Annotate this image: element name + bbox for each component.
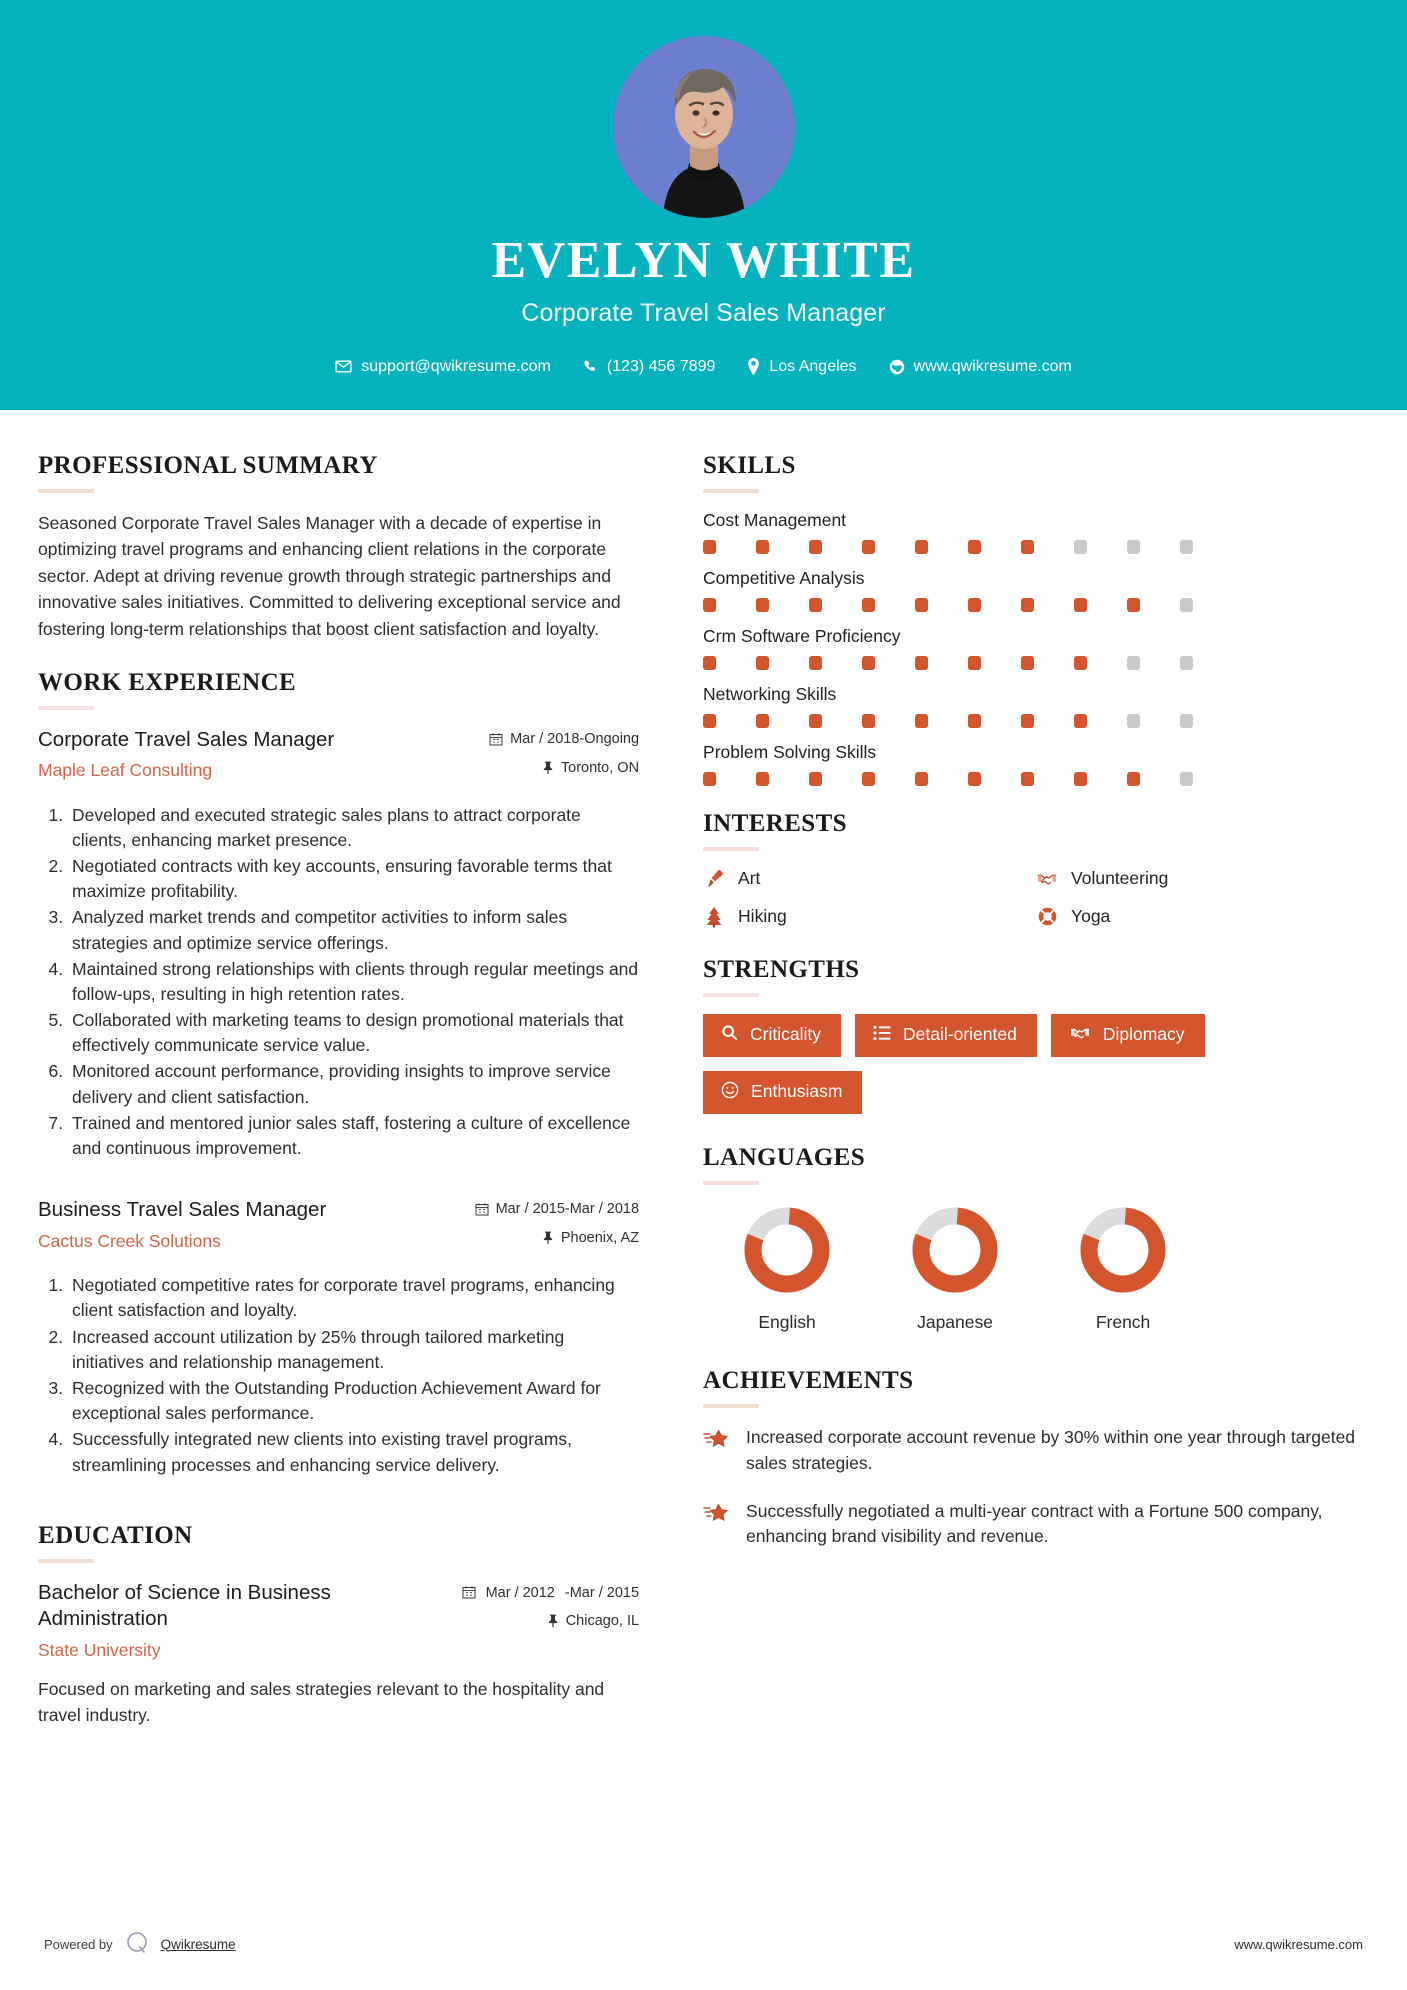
job-company: Cactus Creek Solutions [38, 1230, 221, 1251]
resume-footer [0, 1898, 1407, 1990]
work-entry-meta [469, 1197, 639, 1259]
skill-dot-filled [1021, 598, 1034, 612]
lifebuoy-icon [1036, 906, 1058, 927]
skill-dot-filled [756, 598, 769, 612]
job-location-line [469, 760, 639, 779]
skill-dot-empty [1127, 540, 1140, 554]
skill-dot-filled [809, 540, 822, 554]
handshake-icon [1069, 1024, 1091, 1046]
avatar-photo [613, 36, 795, 218]
strength-label: Criticality [750, 1024, 822, 1045]
skill-level-meter [703, 772, 1369, 786]
section-title-interests: INTERESTS [703, 809, 847, 837]
job-bullet: 5. Collaborated with marketing teams to design promotional materials that effectively communicate service value. [68, 1008, 639, 1058]
interest-item [703, 906, 1036, 928]
skill-level-meter [703, 540, 1369, 554]
skill-dot-empty [1180, 714, 1193, 728]
work-entry-head [38, 727, 639, 789]
powered-by-block [44, 1930, 236, 1959]
section-rule [38, 1559, 94, 1563]
contact-website-text: www.qwikresume.com [913, 357, 1072, 375]
job-dates: Mar / 2015-Mar / 2018 [495, 1201, 640, 1218]
skill-dot-empty [1180, 772, 1193, 786]
skill-dot-filled [1074, 656, 1087, 670]
skill-dot-filled [968, 714, 981, 728]
section-title-skills: SKILLS [703, 451, 796, 479]
achievement-item [703, 1499, 1369, 1550]
job-bullets [38, 803, 639, 1162]
job-bullet: 6. Monitored account performance, providing insights to improve service delivery and client satisfaction. [68, 1059, 639, 1109]
job-dates-line [469, 731, 639, 750]
interests-grid [703, 868, 1369, 928]
strength-tag-diplomacy [1051, 1014, 1205, 1057]
globe-icon [889, 359, 905, 375]
section-achievements [703, 1367, 1369, 1550]
skill-dot-filled [968, 540, 981, 554]
paintbrush-icon [703, 868, 725, 890]
job-location: Phoenix, AZ [560, 1230, 640, 1247]
envelope-icon [335, 358, 352, 375]
degree-title: Bachelor of Science in Business Administration [38, 1580, 331, 1631]
education-entry-headings [38, 1580, 462, 1662]
job-bullet: 4. Maintained strong relationships with clients through regular meetings and follow-ups, resulting in high retention rates. [68, 957, 639, 1007]
skill-dot-filled [1021, 714, 1034, 728]
achievement-text: Successfully negotiated a multi-year contract with a Fortune 500 company, enhancing brand visibility and revenue. [746, 1500, 1323, 1547]
language-item [703, 1202, 871, 1333]
skill-dot-filled [862, 540, 875, 554]
skill-dot-filled [1074, 598, 1087, 612]
section-languages [703, 1144, 1369, 1333]
interest-item [1036, 868, 1369, 890]
education-location: Chicago, IL [565, 1612, 640, 1629]
education-dates-line [462, 1584, 639, 1603]
job-bullets [38, 1273, 639, 1478]
calendar-icon [475, 1202, 489, 1220]
language-donut-chart [739, 1202, 835, 1298]
skill-dot-filled [756, 656, 769, 670]
skill-dot-filled [862, 772, 875, 786]
strengths-list [703, 1014, 1369, 1115]
section-title-languages: LANGUAGES [703, 1144, 866, 1172]
skill-dot-filled [756, 540, 769, 554]
strength-label: Diplomacy [1102, 1024, 1185, 1045]
job-company: Maple Leaf Consulting [38, 760, 213, 781]
language-donut-chart [907, 1202, 1003, 1298]
resume-body [0, 410, 1407, 1739]
education-description: Focused on marketing and sales strategies relevant to the hospitality and travel industry. [38, 1678, 605, 1725]
right-column [665, 452, 1369, 1572]
skill-dot-filled [756, 714, 769, 728]
skill-dot-filled [809, 598, 822, 612]
strength-label: Enthusiasm [751, 1081, 843, 1102]
job-bullet: 2. Increased account utilization by 25% through tailored marketing initiatives and relationship management. [68, 1325, 639, 1375]
strength-tag-criticality [703, 1014, 841, 1057]
achievement-item [703, 1425, 1369, 1476]
contact-phone-text: (123) 456 7899 [606, 357, 716, 375]
interest-label: Volunteering [1071, 868, 1169, 889]
skill-level-meter [703, 714, 1369, 728]
strength-tag-detail-oriented [855, 1014, 1037, 1057]
skill-dot-empty [1180, 540, 1193, 554]
language-name: French [1095, 1312, 1151, 1333]
skill-dot-empty [1127, 656, 1140, 670]
job-bullet: 3. Recognized with the Outstanding Production Achievement Award for exceptional sales performance. [68, 1376, 639, 1426]
job-bullet: 1. Negotiated competitive rates for corporate travel programs, enhancing client satisfaction and loyalty. [68, 1273, 639, 1323]
pushpin-icon [542, 1231, 554, 1249]
skill-dot-filled [756, 772, 769, 786]
language-name: Japanese [917, 1312, 993, 1333]
skill-dot-filled [703, 772, 716, 786]
footer-url[interactable]: www.qwikresume.com [1234, 1936, 1363, 1952]
calendar-icon [462, 1585, 476, 1603]
interest-item [703, 868, 1036, 890]
skills-list [703, 510, 1369, 786]
section-title-achievements: ACHIEVEMENTS [703, 1367, 914, 1395]
skill-dot-filled [809, 714, 822, 728]
job-bullet: 1. Developed and executed strategic sales plans to attract corporate clients, enhancing market presence. [68, 803, 639, 853]
section-work-experience [38, 669, 639, 1478]
avatar [613, 36, 795, 218]
skill-row [703, 510, 1369, 554]
skill-dot-filled [968, 772, 981, 786]
shooting-star-icon [703, 1502, 729, 1531]
skill-dot-empty [1180, 656, 1193, 670]
phone-icon [583, 359, 598, 374]
section-strengths [703, 956, 1369, 1115]
skill-dot-filled [915, 714, 928, 728]
skill-dot-filled [968, 598, 981, 612]
section-title-summary: PROFESSIONAL SUMMARY [38, 451, 378, 479]
job-title: Business Travel Sales Manager [38, 1198, 327, 1222]
languages-list [703, 1202, 1369, 1333]
skill-dot-filled [915, 540, 928, 554]
job-location-line [469, 1230, 639, 1249]
skill-dot-filled [703, 540, 716, 554]
work-entry-head [38, 1197, 639, 1259]
skill-dot-filled [1127, 598, 1140, 612]
skill-dot-filled [968, 656, 981, 670]
left-column [38, 452, 665, 1739]
candidate-role: Corporate Travel Sales Manager [521, 298, 886, 327]
job-title: Corporate Travel Sales Manager [38, 727, 335, 751]
skill-dot-filled [703, 598, 716, 612]
work-entry-meta [469, 727, 639, 789]
section-rule [38, 489, 94, 493]
education-date-end: -Mar / 2015 [564, 1584, 640, 1601]
skill-dot-empty [1127, 714, 1140, 728]
skill-dot-filled [862, 656, 875, 670]
skill-row [703, 684, 1369, 728]
education-entry-meta [462, 1580, 639, 1642]
interest-item [1036, 906, 1369, 928]
contact-email[interactable] [319, 358, 567, 376]
smiley-icon [721, 1081, 739, 1103]
section-title-education: EDUCATION [38, 1521, 193, 1549]
skill-dot-filled [703, 656, 716, 670]
language-name: English [758, 1312, 816, 1333]
section-professional-summary [38, 452, 639, 643]
work-entry [38, 727, 639, 1162]
resume-header [0, 0, 1407, 410]
strength-label: Detail-oriented [903, 1024, 1017, 1045]
section-rule [38, 706, 94, 710]
section-title-strengths: STRENGTHS [703, 955, 860, 983]
section-rule [703, 489, 759, 493]
skill-dot-filled [1021, 656, 1034, 670]
contact-row [0, 358, 1407, 376]
skill-name: Networking Skills [703, 683, 837, 704]
skill-dot-empty [1074, 540, 1087, 554]
work-entry-headings [38, 727, 469, 782]
interest-label: Hiking [738, 906, 787, 927]
contact-location-text: Los Angeles [769, 357, 857, 375]
skill-name: Problem Solving Skills [703, 741, 877, 762]
school-name: State University [38, 1639, 161, 1660]
skill-dot-filled [1074, 772, 1087, 786]
section-interests [703, 810, 1369, 928]
job-bullet: 2. Negotiated contracts with key accounts, ensuring favorable terms that maximize profitability. [68, 854, 639, 904]
skill-dot-filled [703, 714, 716, 728]
education-date-start: Mar / 2012 [485, 1584, 555, 1601]
strength-tag-enthusiasm [703, 1071, 862, 1114]
skill-dot-filled [1021, 772, 1034, 786]
skill-dot-filled [1127, 772, 1140, 786]
interest-label: Yoga [1071, 906, 1111, 927]
pine-tree-icon [703, 906, 725, 928]
skill-dot-empty [1180, 598, 1193, 612]
skill-dot-filled [809, 772, 822, 786]
candidate-name: EVELYN WHITE [491, 232, 916, 289]
magnifier-icon [721, 1024, 738, 1045]
skill-dot-filled [862, 714, 875, 728]
skill-name: Crm Software Proficiency [703, 625, 901, 646]
skill-dot-filled [862, 598, 875, 612]
skill-dot-filled [809, 656, 822, 670]
language-donut-chart [1075, 1202, 1171, 1298]
section-education [38, 1522, 639, 1729]
shooting-star-icon [703, 1428, 729, 1457]
section-rule [703, 847, 759, 851]
skill-row [703, 626, 1369, 670]
pushpin-icon [547, 1614, 559, 1632]
work-entry [38, 1197, 639, 1478]
skill-row [703, 742, 1369, 786]
job-bullet: 4. Successfully integrated new clients into existing travel programs, streamlining processes and enhancing service delivery. [68, 1427, 639, 1477]
job-bullet: 7. Trained and mentored junior sales staff, fostering a culture of excellence and continuous improvement. [68, 1111, 639, 1161]
section-skills [703, 452, 1369, 786]
skill-dot-filled [915, 772, 928, 786]
work-entry-headings [38, 1197, 469, 1252]
skill-row [703, 568, 1369, 612]
pushpin-icon [542, 761, 554, 779]
summary-text: Seasoned Corporate Travel Sales Manager with a decade of expertise in optimizing travel programs and enhancing client relations in the corporate sector. Adept at driving revenue growth through strategic partnerships and innovative sales initiatives. Committed to delivering exceptional service and fostering long-term relationships that boost client satisfaction and loyalty. [38, 512, 621, 639]
contact-phone[interactable] [567, 358, 732, 376]
skill-dot-filled [915, 656, 928, 670]
skill-level-meter [703, 656, 1369, 670]
job-bullet: 3. Analyzed market trends and competitor activities to inform sales strategies and optimize service offerings. [68, 905, 639, 955]
section-rule [703, 1404, 759, 1408]
education-entry-head [38, 1580, 639, 1662]
contact-email-text: support@qwikresume.com [361, 357, 551, 375]
education-entry [38, 1580, 639, 1729]
job-location: Toronto, ON [560, 759, 640, 776]
list-icon [873, 1025, 891, 1045]
location-pin-icon [747, 358, 760, 375]
skill-dot-filled [915, 598, 928, 612]
education-location-line [462, 1613, 639, 1632]
qwikresume-logo-icon [124, 1930, 150, 1959]
language-item [871, 1202, 1039, 1333]
achievement-text: Increased corporate account revenue by 30% within one year through targeted sales strategies. [746, 1427, 1356, 1473]
contact-website[interactable] [873, 358, 1088, 376]
section-title-work: WORK EXPERIENCE [38, 668, 297, 696]
language-item [1039, 1202, 1207, 1333]
section-rule [703, 1181, 759, 1185]
skill-name: Cost Management [703, 509, 847, 530]
skill-name: Competitive Analysis [703, 567, 865, 588]
skill-dot-filled [1074, 714, 1087, 728]
powered-by-label: Powered by [44, 1936, 113, 1952]
interest-label: Art [738, 868, 761, 889]
job-dates-line [469, 1201, 639, 1220]
skill-level-meter [703, 598, 1369, 612]
skill-dot-filled [1021, 540, 1034, 554]
contact-location [731, 358, 872, 376]
section-rule [703, 993, 759, 997]
handshake-icon [1036, 869, 1058, 889]
qwikresume-link[interactable]: Qwikresume [160, 1936, 236, 1952]
job-dates: Mar / 2018-Ongoing [510, 730, 640, 747]
calendar-icon [489, 732, 503, 750]
